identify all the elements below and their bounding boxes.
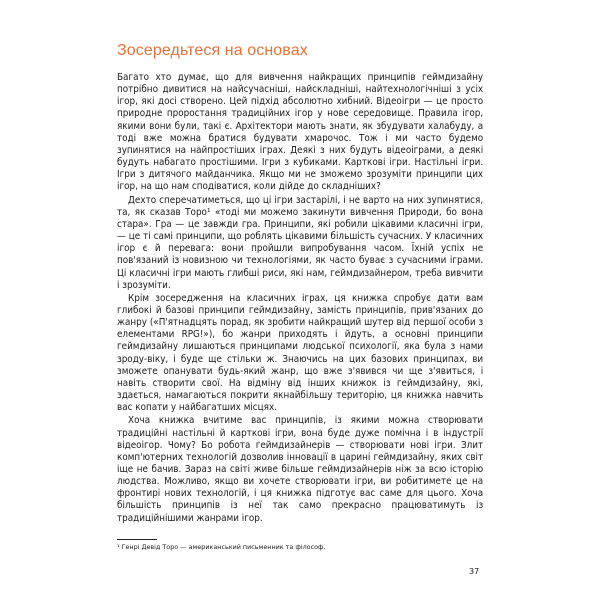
paragraph: Багато хто думає, що для вивчення найкращих принципів геймдизайну потрібно дивитися на найсучасніші, найскладніші, найтехнологічніші з усіх ігор, які досі створено. Цей підхід абсолютно хибний. Відеоігри — це просто природне проростання традиційних ігор у нове середовище. Правила ігор, якими вони були, такі є. Архітектори мають знати, як збудувати халабуду, а тоді вже можна братися будувати хмарочос. Тож і ми часто будемо зупинятися на найпростіших іграх. Деякі з них будуть відеоіграми, а деякі будуть набагато простішими. Ігри з кубиками. Карткові ігри. Настільні ігри. Ігри з дитячого майданчика. Якщо ми не зможемо зрозуміти принципи цих ігор, на що нам сподіватися, коли дійде до складніших? <box>117 72 484 193</box>
section-title: Зосередьтеся на основах <box>117 42 308 59</box>
paragraph: Дехто сперечатиметься, що ці ігри застарілі, і не варто на них зупинятися, та, як сказав Торо¹ «тоді ми можемо закинути вивчення Природи, бо вона стара». Гра — це завжди гра. Принципи, які робили цікавими класичні ігри, — це ті самі принципи, що роблять цікавими більшість сучасних. У класичних ігор є й перевага: вони пройшли випробування часом. Їхній успіх не пов'язаний із новизною чи технологіями, як часто буває з сучасними іграми. Ці класичні ігри мають глибші риси, які нам, геймдизайнером, треба вивчити і зрозуміти. <box>117 194 484 291</box>
footnote-divider <box>117 539 157 540</box>
paragraph: Хоча книжка вчитиме вас принципів, із якими можна створювати традиційні настільні й карткові ігри, вона буде дуже помічна і в індустрії відеоігор. Чому? Бо робота геймдизайнерів — створювати нові ігри. Злит комп'ютерних технологій дозволив інновації в царині геймдизайну, яких світ іще не бачив. Зараз на світі живе більше геймдизайнерів ніж за всю історію людства. Можливо, якщо ви хочете створювати ігри, ви робитимете це на фронтирі нових технологій, і ця книжка підготує вас саме для цього. Хоча більшість принципів із неї так само прекрасно працюватимуть із традиційнішими жанрами ігор. <box>117 415 484 524</box>
footnote: ¹ Генрі Девід Торо — американський письменник та філософ. <box>117 543 326 551</box>
paragraph: Крім зосередження на класичних іграх, ця книжка спробує дати вам глибокі й базові принципи геймдизайну, замість принципів, прив'язаних до жанру («П'ятнадцять порад, як зробити найкращий шутер від першої особи з елементами RPG!»), бо жанри приходять і йдуть, а основні принципи геймдизайну лишаються принципами людської психології, яка була з нами зроду-віку, і буде ще стільки ж. Знаючись на цих базових принципах, ви зможете опанувати будь-який жанр, що вже з'явився чи ще з'явиться, і навіть створити свої. На відміну від інших книжок із геймдизайну, які, здається, намагаються покрити якнайбільшу територію, ця книжка навчить вас копати у найбагатших місцях. <box>117 292 484 414</box>
page-number: 37 <box>469 567 480 576</box>
body-text <box>117 72 483 526</box>
